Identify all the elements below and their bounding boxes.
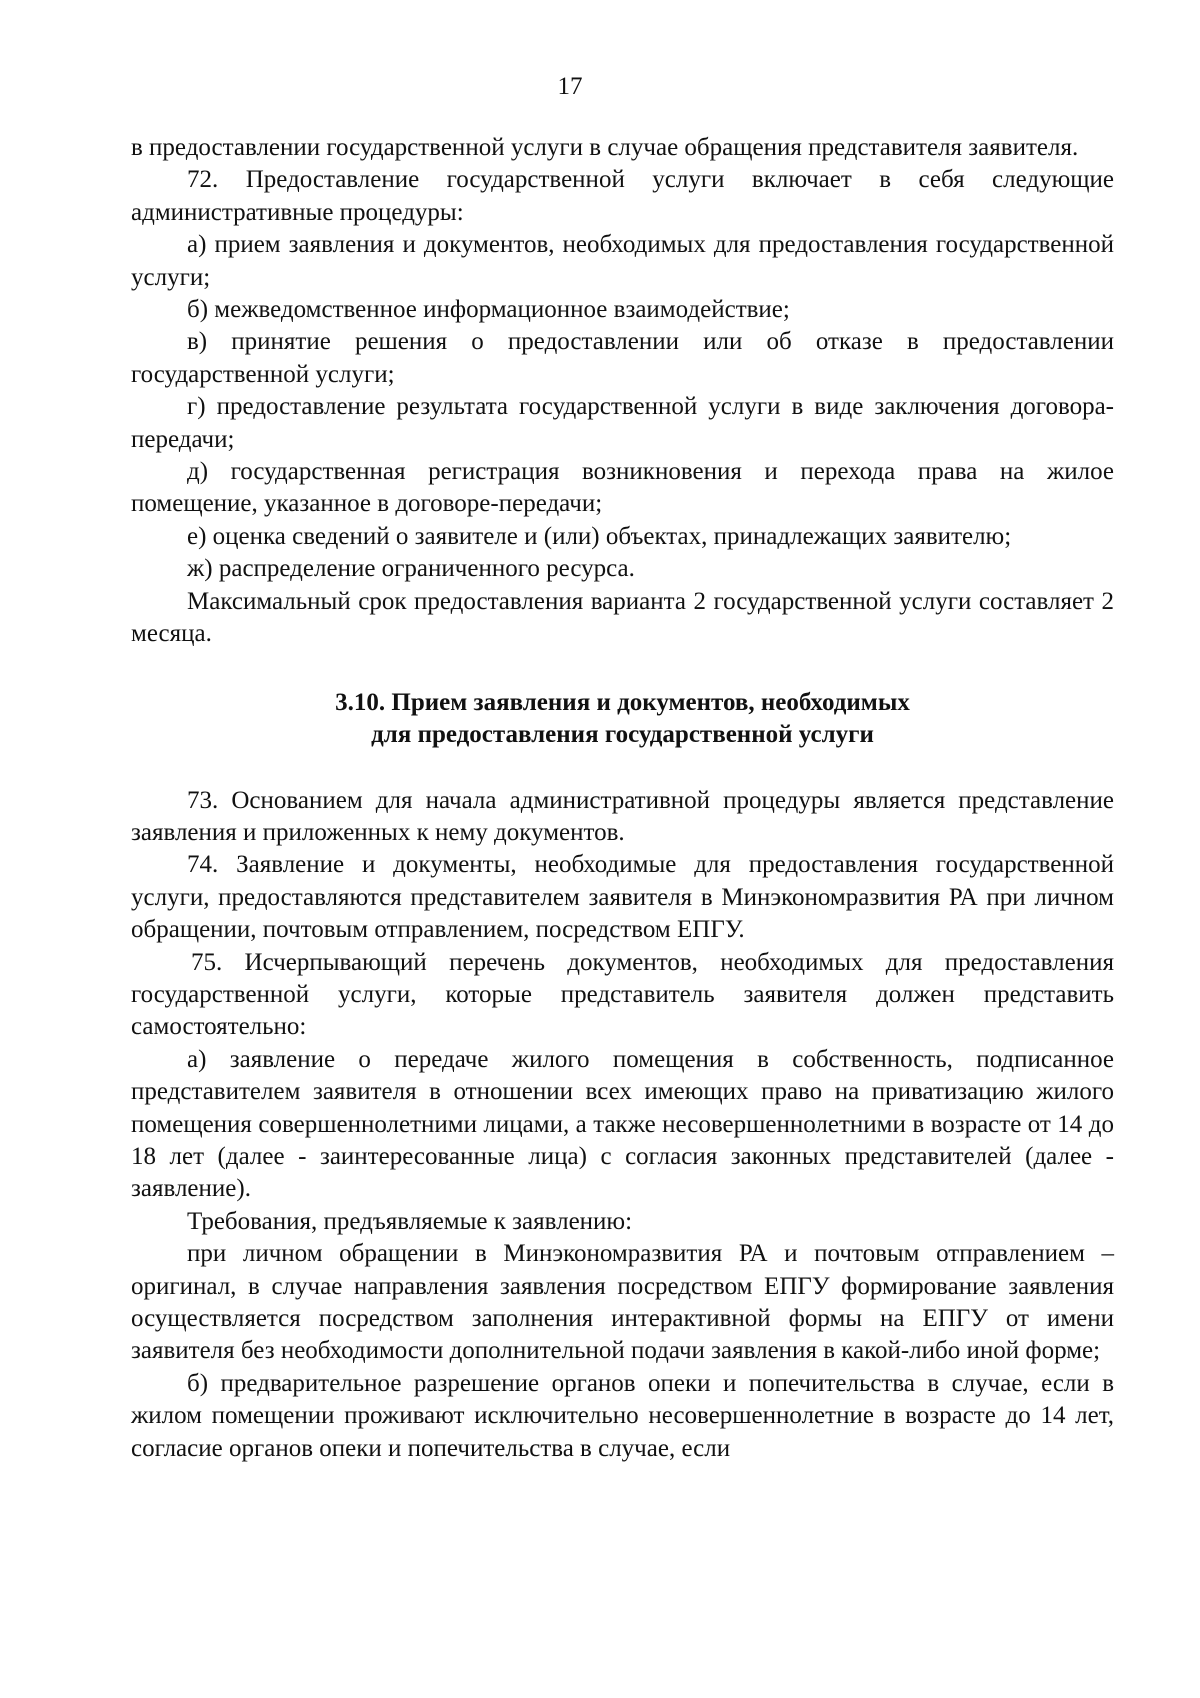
section-heading	[131, 687, 1114, 751]
section-heading-line-1: 3.10. Прием заявления и документов, необходимых	[335, 688, 910, 716]
paragraph-item-72: 72. Предоставление государственной услуги включает в себя следующие административные процедуры:	[131, 166, 1114, 226]
document-body	[131, 132, 1114, 1465]
paragraph-max-term: Максимальный срок предоставления варианта 2 государственной услуги составляет 2 месяца.	[131, 587, 1114, 648]
list-item-g: г) предоставление результата государственной услуги в виде заключения договора-передачи;	[131, 393, 1114, 453]
list-item-a-application: а) заявление о передаче жилого помещения в собственность, подписанное представителем заявителя в отношении всех имеющих право на приватизацию жилого помещения совершеннолетними лицами, а также несовершеннолетними в возрасте от 14 до 18 лет (далее - заинтересованные лица) с согласия законных представителей (далее - заявление).	[131, 1045, 1114, 1203]
list-item-e: е) оценка сведений о заявителе и (или) объектах, принадлежащих заявителю;	[187, 522, 1012, 550]
paragraph-continuation: в предоставлении государственной услуги в случае обращения представителя заявителя.	[131, 134, 1079, 161]
list-item-b: б) межведомственное информационное взаимодействие;	[187, 296, 790, 324]
section-heading-line-2: для предоставления государственной услуги	[371, 720, 874, 748]
page-number: 17	[557, 73, 583, 100]
list-item-a: а) прием заявления и документов, необходимых для предоставления государственной услуги;	[131, 231, 1114, 291]
paragraph-submission-forms: при личном обращении в Минэкономразвития РА и почтовым отправлением – оригинал, в случае направления заявления посредством ЕПГУ формирование заявления осуществляется посредством заполнения интерактивной формы на ЕПГУ от имени заявителя без необходимости дополнительной подачи заявления в какой-либо иной форме;	[131, 1240, 1114, 1365]
list-item-v: в) принятие решения о предоставлении или об отказе в предоставлении государственной услуги;	[131, 328, 1114, 388]
list-item-zh: ж) распределение ограниченного ресурса.	[187, 555, 635, 583]
list-item-d: д) государственная регистрация возникновения и перехода права на жилое помещение, указанное в договоре-передачи;	[131, 458, 1114, 518]
list-item-b-permission: б) предварительное разрешение органов опеки и попечительства в случае, если в жилом помещении проживают исключительно несовершеннолетние в возрасте до 14 лет, согласие органов опеки и попечительства в случае, если	[131, 1369, 1114, 1462]
paragraph-item-75: 75. Исчерпывающий перечень документов, необходимых для предоставления государственной услуги, которые представитель заявителя должен представить самостоятельно:	[131, 948, 1114, 1041]
paragraph-item-74: 74. Заявление и документы, необходимые для предоставления государственной услуги, предоставляются представителем заявителя в Минэкономразвития РА при личном обращении, почтовым отправлением, посредством ЕПГУ.	[131, 851, 1114, 944]
paragraph-requirements: Требования, предъявляемые к заявлению:	[187, 1207, 633, 1235]
paragraph-item-73: 73. Основанием для начала административной процедуры является представление заявления и приложенных к нему документов.	[131, 786, 1114, 846]
